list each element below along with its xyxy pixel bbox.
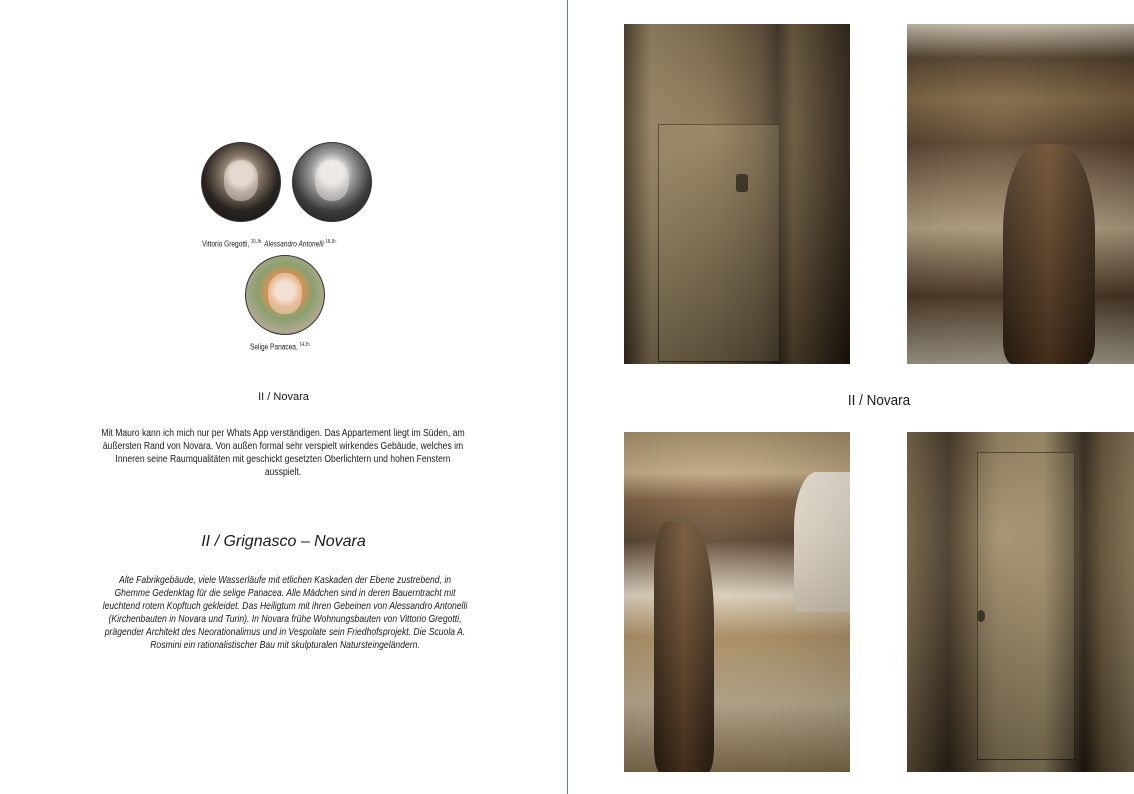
portrait-caption-row2 bbox=[250, 340, 311, 353]
portrait-alessandro-antonelli bbox=[292, 142, 372, 222]
section1-text: Mit Mauro kann ich mich nur per Whats App verständigen. Das Appartement liegt im Süden, am äußersten Rand von Novara. Von außen formal sehr verspielt wirkendes Gebäude, welches im Inneren seine Raumqualitäten mit geschickt gesetzten Oberlichtern und hohen Fenstern ausspielt. bbox=[101, 428, 465, 478]
caption-name-antonelli: Alessandro Antonelli bbox=[264, 239, 324, 249]
photo-cabinet-door bbox=[907, 432, 1134, 772]
section2-title: II / Grignasco – Novara bbox=[201, 533, 366, 550]
portrait-caption-row1 bbox=[202, 237, 337, 250]
page-divider bbox=[567, 0, 568, 794]
section1-title: II / Novara bbox=[258, 391, 309, 403]
caption-name-gregotti: Vittorio Gregotti, bbox=[202, 239, 250, 249]
portrait-vittorio-gregotti bbox=[201, 142, 281, 222]
portrait-selige-panacea bbox=[245, 255, 325, 335]
caption-century-panacea: 14.Jh. bbox=[299, 342, 311, 348]
section2-text: Alte Fabrikgebäude, viele Wasserläufe mit etlichen Kaskaden der Ebene zustrebend, in Ghemme Gedenktag für die selige Panacea. Alle Mädchen sind in deren Bauerntracht mit leuchtend rotem Kopftuch gekleidet. Das Heiligtum mit ihren Gebeinen von Alessandro Antonelli (Kirchenbauten in Novara und Turin). In Novara frühe Wohnungsbauten von Vittorio Gregotti, prägender Architekt des Neorationalimus und in Vespolate sein Friedhofsprojekt. Die Scuola A. Rosmini ein rationalistischer Bau mit skulpturalen Natursteingeländern. bbox=[102, 575, 468, 651]
right-page-caption: II / Novara bbox=[847, 392, 911, 409]
caption-century-antonelli: 18.Jh. bbox=[325, 239, 337, 245]
caption-name-panacea: Selige Panacea, bbox=[250, 342, 298, 352]
caption-century-gregotti: 20.Jh. bbox=[251, 239, 263, 245]
photo-table-and-lamp bbox=[624, 432, 850, 772]
photo-table-leg bbox=[907, 24, 1134, 364]
photo-door-with-handle bbox=[624, 24, 850, 364]
